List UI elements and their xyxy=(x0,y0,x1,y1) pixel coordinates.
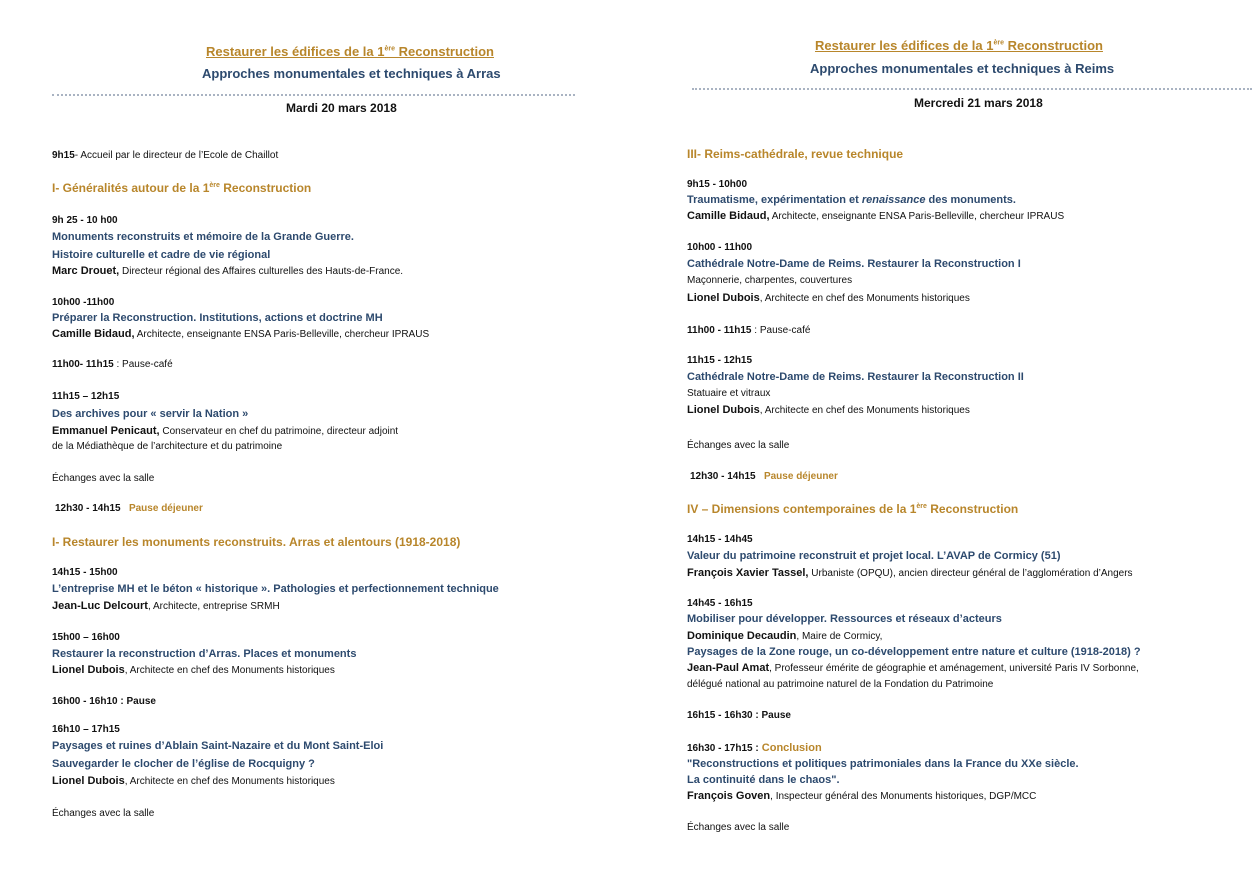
talk-title: La continuité dans le chaos". xyxy=(687,774,840,786)
talk-title: Cathédrale Notre-Dame de Reims. Restaurer la Reconstruction II xyxy=(687,371,1024,383)
exchange-line: Échanges avec la salle xyxy=(687,440,790,451)
lunch-line: 12h30 - 14h15 Pause déjeuner xyxy=(690,471,838,482)
exchange-line: Échanges avec la salle xyxy=(52,473,155,484)
speaker-line: Camille Bidaud, Architecte, enseignante ENSA Paris-Belleville, chercheur IPRAUS xyxy=(687,210,1065,222)
welcome-line: 9h15- Accueil par le directeur de l’Ecole de Chaillot xyxy=(52,150,279,161)
right-subtitle: Approches monumentales et techniques à Reims xyxy=(810,61,1115,76)
exchange-line: Échanges avec la salle xyxy=(52,808,155,819)
talk-subtitle: Statuaire et vitraux xyxy=(687,388,771,399)
session-time: 16h30 - 17h15 : Conclusion xyxy=(687,742,822,754)
session-time: 15h00 – 16h00 xyxy=(52,632,120,643)
speaker-line: Camille Bidaud, Architecte, enseignante ENSA Paris-Belleville, chercheur IPRAUS xyxy=(52,328,430,340)
break-line: 16h00 - 16h10 : Pause xyxy=(52,696,156,707)
session-time: 11h15 – 12h15 xyxy=(52,391,120,402)
speaker-line: Lionel Dubois, Architecte en chef des Monuments historiques xyxy=(52,664,335,676)
break-line: 16h15 - 16h30 : Pause xyxy=(687,710,791,721)
session-time: 16h10 – 17h15 xyxy=(52,724,120,735)
speaker-line: Lionel Dubois, Architecte en chef des Monuments historiques xyxy=(687,404,970,416)
talk-title: Cathédrale Notre-Dame de Reims. Restaurer la Reconstruction I xyxy=(687,258,1021,270)
speaker-line: délégué national au patrimoine naturel de la Fondation du Patrimoine xyxy=(687,679,994,690)
break-line: 11h00- 11h15 : Pause-café xyxy=(52,359,173,370)
section-heading: IV – Dimensions contemporaines de la 1ère Reconstruction xyxy=(687,502,1019,516)
speaker-line: Jean-Luc Delcourt, Architecte, entreprise SRMH xyxy=(52,600,280,612)
session-time: 14h15 - 15h00 xyxy=(52,567,118,578)
speaker-line: de la Médiathèque de l’architecture et du patrimoine xyxy=(52,441,283,452)
talk-title: Restaurer la reconstruction d’Arras. Places et monuments xyxy=(52,648,357,660)
session-time: 10h00 - 11h00 xyxy=(687,242,753,253)
talk-title: L’entreprise MH et le béton « historique ». Pathologies et perfectionnement technique xyxy=(52,583,499,595)
exchange-line: Échanges avec la salle xyxy=(687,822,790,833)
talk-title: Monuments reconstruits et mémoire de la Grande Guerre. xyxy=(52,231,354,243)
session-time: 11h15 - 12h15 xyxy=(687,355,753,366)
session-time: 14h45 - 16h15 xyxy=(687,598,753,609)
right-divider xyxy=(692,88,1252,90)
section-heading: I- Généralités autour de la 1ère Reconstruction xyxy=(52,181,312,195)
talk-title: Mobiliser pour développer. Ressources et réseaux d’acteurs xyxy=(687,613,1002,625)
left-date: Mardi 20 mars 2018 xyxy=(286,101,397,115)
speaker-line: Dominique Decaudin, Maire de Cormicy, xyxy=(687,630,883,642)
section-heading: III- Reims-cathédrale, revue technique xyxy=(687,147,904,161)
talk-title: "Reconstructions et politiques patrimoniales dans la France du XXe siècle. xyxy=(687,758,1079,770)
speaker-line: Marc Drouet, Directeur régional des Affaires culturelles des Hauts-de-France. xyxy=(52,265,404,277)
speaker-line: Jean-Paul Amat, Professeur émérite de géographie et aménagement, université Paris IV Sorbonne, xyxy=(687,662,1139,674)
talk-title: Sauvegarder le clocher de l’église de Rocquigny ? xyxy=(52,758,315,770)
right-date: Mercredi 21 mars 2018 xyxy=(914,96,1043,110)
left-title: Restaurer les édifices de la 1ère Reconstruction xyxy=(206,44,494,59)
speaker-line: Lionel Dubois, Architecte en chef des Monuments historiques xyxy=(687,292,970,304)
session-time: 9h 25 - 10 h00 xyxy=(52,215,118,226)
talk-title: Paysages et ruines d’Ablain Saint-Nazaire et du Mont Saint-Eloi xyxy=(52,740,384,752)
talk-title: Histoire culturelle et cadre de vie régional xyxy=(52,249,271,261)
talk-title: Préparer la Reconstruction. Institutions, actions et doctrine MH xyxy=(52,312,383,324)
talk-title: Valeur du patrimoine reconstruit et projet local. L’AVAP de Cormicy (51) xyxy=(687,550,1061,562)
session-time: 14h15 - 14h45 xyxy=(687,534,753,545)
lunch-line: 12h30 - 14h15 Pause déjeuner xyxy=(55,503,203,514)
break-line: 11h00 - 11h15 : Pause-café xyxy=(687,325,811,336)
talk-title: Des archives pour « servir la Nation » xyxy=(52,408,249,420)
speaker-line: Lionel Dubois, Architecte en chef des Monuments historiques xyxy=(52,775,335,787)
left-subtitle: Approches monumentales et techniques à Arras xyxy=(202,66,501,81)
section-heading: I- Restaurer les monuments reconstruits. Arras et alentours (1918-2018) xyxy=(52,535,461,549)
session-time: 10h00 -11h00 xyxy=(52,297,115,308)
talk-subtitle: Maçonnerie, charpentes, couvertures xyxy=(687,275,853,286)
speaker-line: François Xavier Tassel, Urbaniste (OPQU), ancien directeur général de l’agglomération d’Angers xyxy=(687,567,1133,579)
talk-title: Paysages de la Zone rouge, un co-développement entre nature et culture (1918-2018) ? xyxy=(687,646,1141,658)
session-time: 9h15 - 10h00 xyxy=(687,179,748,190)
speaker-line: Emmanuel Penicaut, Conservateur en chef du patrimoine, directeur adjoint xyxy=(52,425,399,437)
speaker-line: François Goven, Inspecteur général des Monuments historiques, DGP/MCC xyxy=(687,790,1037,802)
right-title: Restaurer les édifices de la 1ère Reconstruction xyxy=(815,38,1103,53)
talk-title: Traumatisme, expérimentation et renaissance des monuments. xyxy=(687,194,1016,206)
left-divider xyxy=(52,94,575,96)
